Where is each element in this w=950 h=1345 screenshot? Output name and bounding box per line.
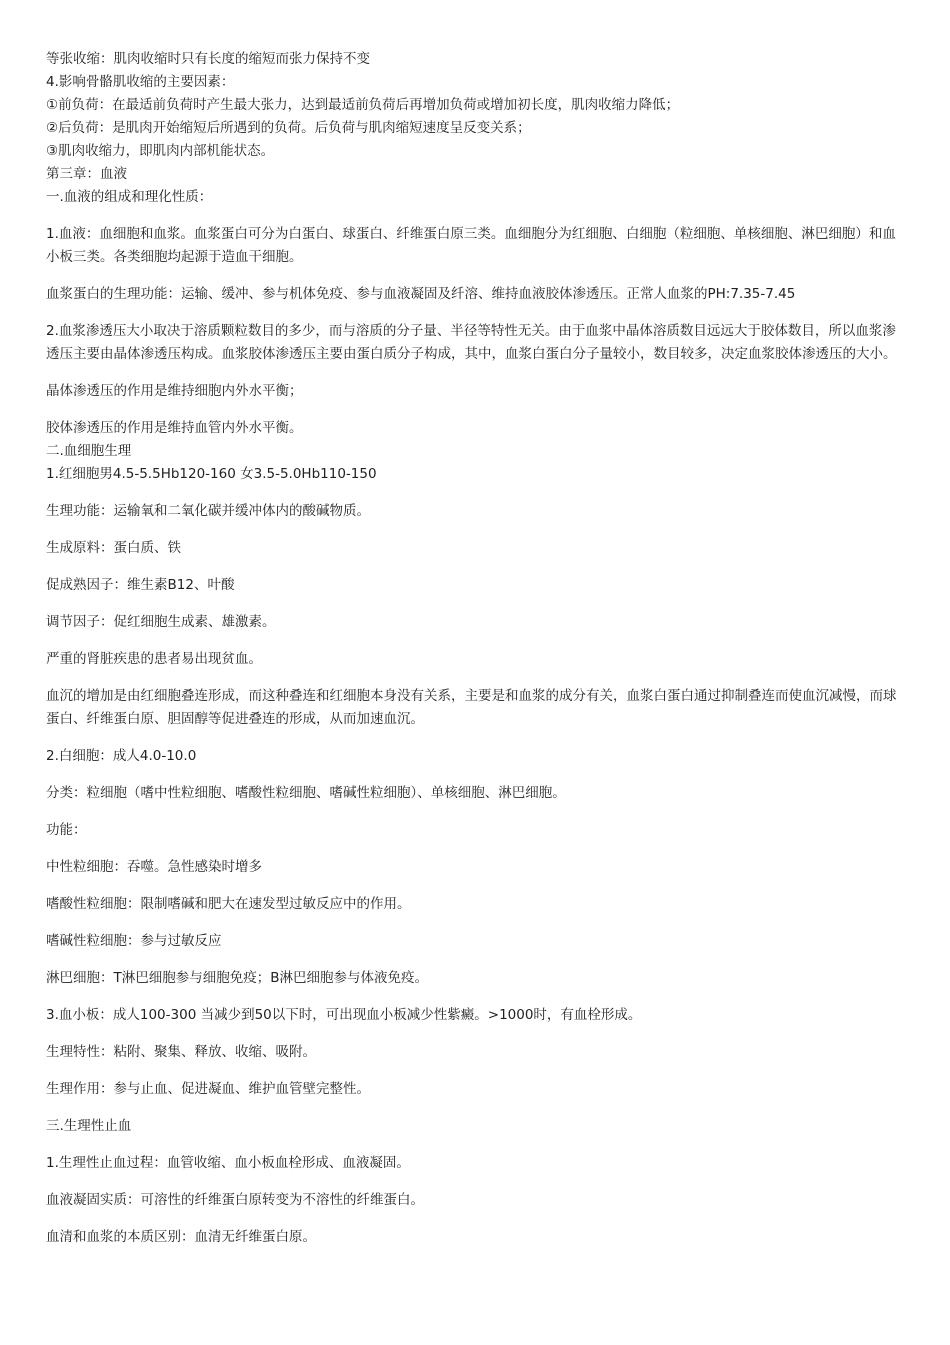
paragraph: 嗜酸性粒细胞：限制嗜碱和肥大在速发型过敏反应中的作用。 xyxy=(46,896,411,912)
paragraph: 1.血液：血细胞和血浆。血浆蛋白可分为白蛋白、球蛋白、纤维蛋白原三类。血细胞分为红细胞、白细胞（粒细胞、单核细胞、淋巴细胞）和血小板三类。各类细胞均起源于造血干细胞。 xyxy=(46,226,896,265)
paragraph: 晶体渗透压的作用是维持细胞内外水平衡； xyxy=(46,383,303,399)
paragraph: 血清和血浆的本质区别：血清无纤维蛋白原。 xyxy=(46,1229,316,1245)
paragraph: 胶体渗透压的作用是维持血管内外水平衡。 xyxy=(46,420,303,436)
text-line: ①前负荷：在最适前负荷时产生最大张力，达到最适前负荷后再增加负荷或增加初长度，肌肉收缩力降低； xyxy=(46,97,680,113)
paragraph: 严重的肾脏疾患的患者易出现贫血。 xyxy=(46,651,262,667)
paragraph: 血浆蛋白的生理功能：运输、缓冲、参与机体免疫、参与血液凝固及纤溶、维持血液胶体渗透压。正常人血浆的PH:7.35-7.45 xyxy=(46,286,796,302)
paragraph: 血液凝固实质：可溶性的纤维蛋白原转变为不溶性的纤维蛋白。 xyxy=(46,1192,424,1208)
paragraph: 血沉的增加是由红细胞叠连形成，而这种叠连和红细胞本身没有关系，主要是和血浆的成分有关，血浆白蛋白通过抑制叠连而使血沉减慢，而球蛋白、纤维蛋白原、胆固醇等促进叠连的形成，从而加速血沉。 xyxy=(46,688,897,727)
paragraph: 2.白细胞：成人4.0-10.0 xyxy=(46,748,197,764)
paragraph: 分类：粒细胞（嗜中性粒细胞、嗜酸性粒细胞、嗜碱性粒细胞）、单核细胞、淋巴细胞。 xyxy=(46,785,566,801)
text-line: ③肌肉收缩力，即肌肉内部机能状态。 xyxy=(46,143,275,159)
paragraph: 生理作用：参与止血、促进凝血、维护血管壁完整性。 xyxy=(46,1081,370,1097)
document-body xyxy=(46,48,908,1249)
paragraph: 促成熟因子：维生素B12、叶酸 xyxy=(46,577,235,593)
paragraph: 生成原料：蛋白质、铁 xyxy=(46,540,181,556)
paragraph: 功能： xyxy=(46,822,87,838)
paragraph: 调节因子：促红细胞生成素、雄激素。 xyxy=(46,614,276,630)
paragraph: 生理功能：运输氧和二氧化碳并缓冲体内的酸碱物质。 xyxy=(46,503,370,519)
text-line: 4.影响骨骼肌收缩的主要因素： xyxy=(46,74,235,90)
section-heading: 三.生理性止血 xyxy=(46,1118,132,1134)
paragraph: 3.血小板：成人100-300 当减少到50以下时，可出现血小板减少性紫癜。>1000时，有血栓形成。 xyxy=(46,1007,642,1023)
text-line: 等张收缩：肌肉收缩时只有长度的缩短而张力保持不变 xyxy=(46,51,370,67)
paragraph: 嗜碱性粒细胞：参与过敏反应 xyxy=(46,933,222,949)
paragraph: 1.生理性止血过程：血管收缩、血小板血栓形成、血液凝固。 xyxy=(46,1155,410,1171)
text-line: 1.红细胞男4.5-5.5Hb120-160 女3.5-5.0Hb110-150 xyxy=(46,466,377,482)
paragraph: 淋巴细胞：T淋巴细胞参与细胞免疫；B淋巴细胞参与体液免疫。 xyxy=(46,970,429,986)
paragraph: 2.血浆渗透压大小取决于溶质颗粒数目的多少，而与溶质的分子量、半径等特性无关。由于血浆中晶体溶质数目远远大于胶体数目，所以血浆渗透压主要由晶体渗透压构成。血浆胶体渗透压主要由蛋白质分子构成，其中，血浆白蛋白分子量较小，数目较多，决定血浆胶体渗透压的大小。 xyxy=(46,323,897,362)
chapter-heading: 第三章：血液 xyxy=(46,166,127,182)
section-heading: 二.血细胞生理 xyxy=(46,443,132,459)
section-heading: 一.血液的组成和理化性质： xyxy=(46,189,213,205)
paragraph: 中性粒细胞：吞噬。急性感染时增多 xyxy=(46,859,262,875)
paragraph: 生理特性：粘附、聚集、释放、收缩、吸附。 xyxy=(46,1044,316,1060)
text-line: ②后负荷：是肌肉开始缩短后所遇到的负荷。后负荷与肌肉缩短速度呈反变关系； xyxy=(46,120,531,136)
